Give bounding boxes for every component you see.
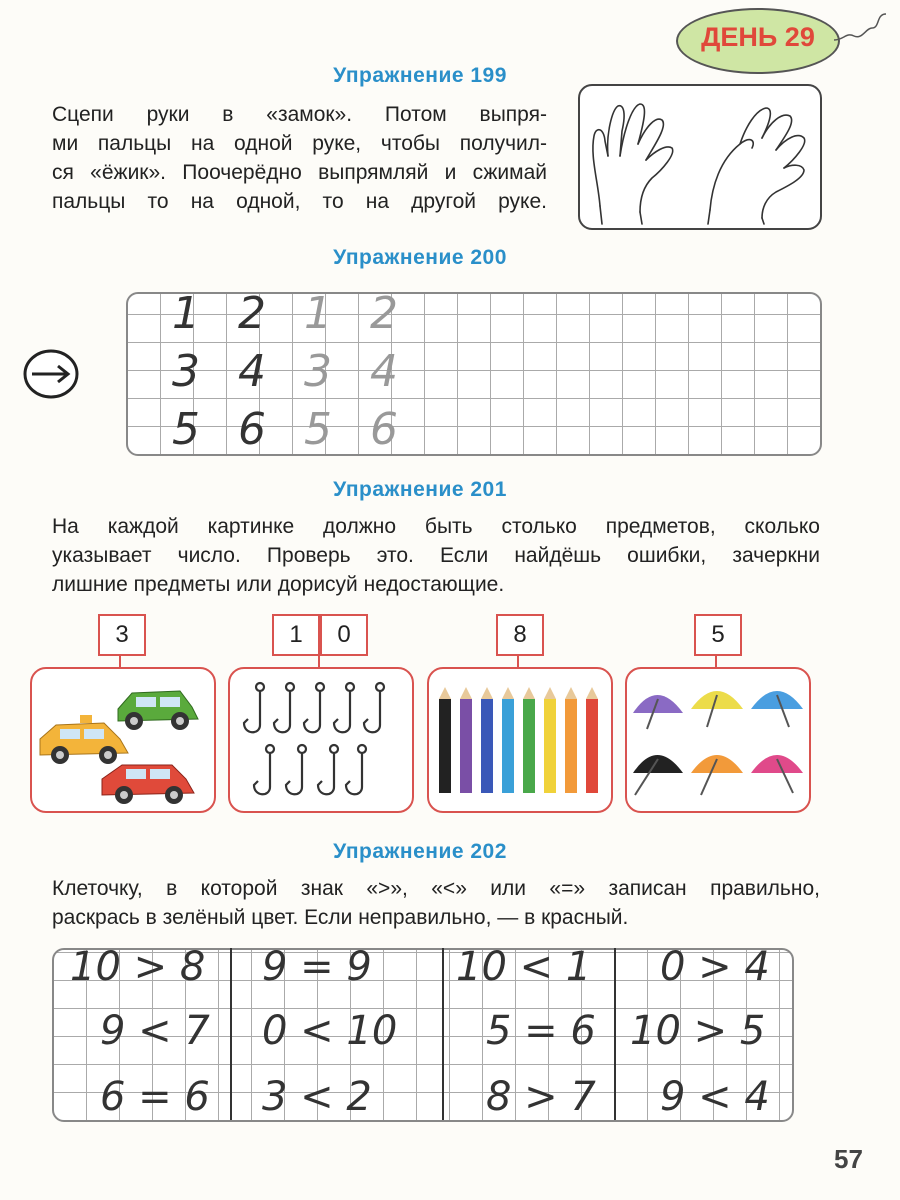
exercise-199-text: [52, 100, 547, 216]
text-line: указывает число. Проверь это. Если найдёшь ошибки, зачеркни: [52, 544, 820, 567]
comparison-cell[interactable]: 9 < 4: [660, 1074, 770, 1120]
comparison-cell[interactable]: 10 > 8: [70, 944, 206, 990]
exercise-202-text: [52, 874, 820, 932]
number-box: 5: [694, 614, 742, 656]
comparison-cell[interactable]: 0 < 10: [262, 1008, 398, 1054]
digit: 3: [172, 346, 200, 397]
hands-illustration: [578, 84, 822, 230]
digit-trace: 5: [304, 404, 332, 455]
cars-icon: [32, 669, 214, 811]
hook-row-2: [254, 745, 366, 794]
connector: [318, 654, 320, 668]
text-line: лишние предметы или дорисуй недостающие.: [52, 573, 505, 596]
comparison-cell[interactable]: 6 = 6: [100, 1074, 210, 1120]
comparison-cell[interactable]: 10 < 1: [456, 944, 592, 990]
text-line: ми пальцы на одной руке, чтобы получил-: [52, 132, 547, 155]
digit-trace: 1: [304, 288, 332, 339]
digit-trace: 3: [304, 346, 332, 397]
connector: [119, 654, 121, 668]
day-badge-label: ДЕНЬ 29: [701, 22, 815, 52]
exercise-202-title: Упражнение 202: [333, 840, 507, 863]
text-line: ся «ёжик». Поочерёдно выпрямляй и сжимай: [52, 161, 547, 184]
hands-icon: [580, 86, 820, 228]
number-box: 8: [496, 614, 544, 656]
number-box-digit: 0: [320, 614, 368, 656]
comparison-cell[interactable]: 10 > 5: [630, 1008, 766, 1054]
comparison-cell[interactable]: 9 < 7: [100, 1008, 210, 1054]
umbrellas-icon: [627, 669, 809, 811]
comparison-cell[interactable]: 3 < 2: [262, 1074, 372, 1120]
comparison-cell[interactable]: 9 = 9: [262, 944, 372, 990]
comparison-cell[interactable]: 0 > 4: [660, 944, 770, 990]
text-line: На каждой картинке должно быть столько предметов, сколько: [52, 515, 820, 538]
digit: 6: [238, 404, 266, 455]
hooks-icon: [230, 669, 412, 811]
digit-trace: 4: [370, 346, 398, 397]
arrow-right-circle-icon: [22, 348, 80, 400]
connector: [715, 654, 717, 668]
page-number: 57: [834, 1144, 863, 1174]
number-box: 3: [98, 614, 146, 656]
exercise-201-text: [52, 512, 820, 599]
exercise-199-title: Упражнение 199: [333, 64, 507, 87]
balloon-string-icon: [832, 10, 892, 50]
column-divider: [230, 948, 232, 1120]
picture-cars[interactable]: [30, 667, 216, 813]
text-line: раскрась в зелёный цвет. Если неправильно, — в красный.: [52, 906, 629, 929]
text-line: Клеточку, в которой знак «>», «<» или «=» записан правильно,: [52, 877, 820, 900]
digit-trace: 2: [370, 288, 398, 339]
column-divider: [614, 948, 616, 1120]
comparison-cell[interactable]: 5 = 6: [486, 1008, 596, 1054]
column-divider: [442, 948, 444, 1120]
digit: 5: [172, 404, 200, 455]
copy-grid[interactable]: [126, 292, 822, 456]
pencils-icon: [429, 669, 611, 811]
comparison-cell[interactable]: 8 > 7: [486, 1074, 596, 1120]
connector: [517, 654, 519, 668]
digit: 2: [238, 288, 266, 339]
exercise-201-title: Упражнение 201: [333, 478, 507, 501]
digit: 1: [172, 288, 200, 339]
exercise-200-title: Упражнение 200: [333, 246, 507, 269]
hook-row-1: [244, 683, 384, 732]
picture-umbrellas[interactable]: [625, 667, 811, 813]
picture-pencils[interactable]: [427, 667, 613, 813]
picture-hooks[interactable]: [228, 667, 414, 813]
number-box-digit: 1: [272, 614, 320, 656]
digit: 4: [238, 346, 266, 397]
text-line: Сцепи руки в «замок». Потом выпря-: [52, 103, 547, 126]
digit-trace: 6: [370, 404, 398, 455]
text-line: пальцы то на одной, то на другой руке.: [52, 190, 547, 213]
